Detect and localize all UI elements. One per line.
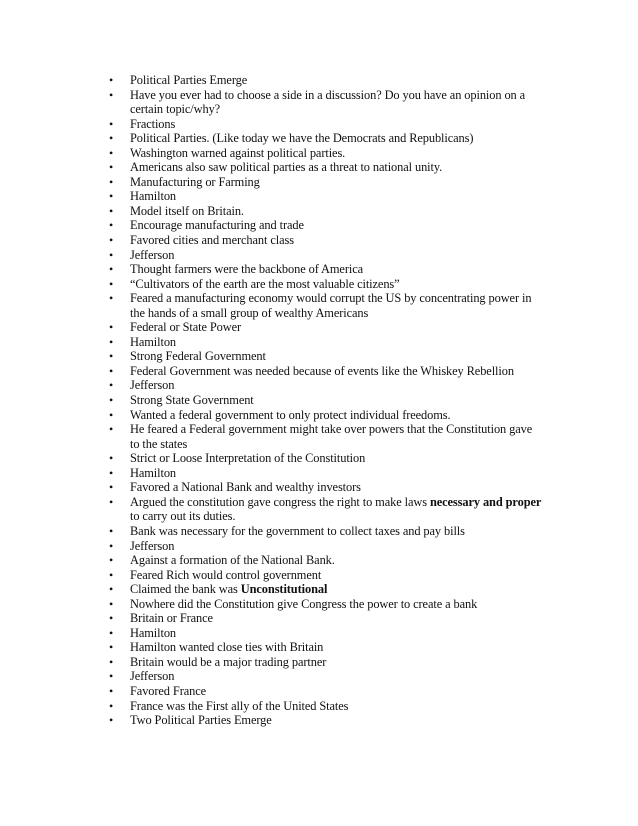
list-item-main-text: Political Parties Emerge <box>130 73 248 87</box>
list-item-main-text: Two Political Parties Emerge <box>130 713 272 728</box>
list-item <box>104 539 544 554</box>
list-item-main-text: Hamilton <box>130 189 177 204</box>
list-item <box>104 277 544 292</box>
list-item-text <box>130 524 465 538</box>
list-item-main-text: France was the First ally of the United States <box>130 698 349 713</box>
list-item <box>104 524 544 539</box>
bullet-icon: • <box>109 363 114 378</box>
list-item-main-text: Wanted a federal government to only protect individual freedoms. <box>130 407 451 422</box>
list-item-text <box>130 204 244 218</box>
list-item-text <box>130 495 541 524</box>
bullet-icon: • <box>109 334 114 349</box>
list-item-text <box>130 713 272 727</box>
list-item <box>104 364 544 379</box>
bullet-icon: • <box>109 553 114 568</box>
bullet-icon: • <box>109 393 114 408</box>
list-item-trailing-text: to carry out its duties. <box>130 509 236 524</box>
list-item-text <box>130 640 323 654</box>
list-item <box>104 117 544 132</box>
list-item <box>104 320 544 335</box>
list-item <box>104 146 544 161</box>
list-item-main-text: Britain or France <box>130 611 213 626</box>
bullet-icon: • <box>109 625 114 640</box>
list-item-main-text: Bank was necessary for the government to collect taxes and pay bills <box>130 523 465 538</box>
list-item-main-text: Against a formation of the National Bank. <box>130 553 335 568</box>
bullet-icon: • <box>109 160 114 175</box>
list-item-main-text: Hamilton <box>130 465 177 480</box>
list-item-text <box>130 669 174 683</box>
list-item-main-text: Washington warned against political parties. <box>130 145 346 160</box>
list-item-main-text: Feared Rich would control government <box>130 567 322 582</box>
list-item <box>104 611 544 626</box>
list-item-main-text: Political Parties. (Like today we have the Democrats and Republicans) <box>130 131 474 146</box>
list-item-main-text: Americans also saw political parties as a threat to national unity. <box>130 160 443 175</box>
list-item-text <box>130 568 321 582</box>
bullet-icon: • <box>109 698 114 713</box>
bullet-icon: • <box>109 189 114 204</box>
list-item-text <box>130 597 477 611</box>
list-item <box>104 699 544 714</box>
list-item-text <box>130 349 266 363</box>
list-item-main-text: Strong State Government <box>130 393 254 408</box>
list-item-main-text: Fractions <box>130 116 176 131</box>
list-item <box>104 655 544 670</box>
list-item <box>104 262 544 277</box>
list-item <box>104 378 544 393</box>
list-item-text <box>130 655 326 669</box>
list-item-text <box>130 218 304 232</box>
bullet-icon: • <box>109 145 114 160</box>
list-item-text <box>130 539 174 553</box>
list-item <box>104 88 544 117</box>
list-item <box>104 713 544 728</box>
bullet-icon: • <box>109 683 114 698</box>
list-item <box>104 640 544 655</box>
list-item-text <box>130 480 361 494</box>
list-item-text <box>130 248 174 262</box>
list-item-main-text: Hamilton <box>130 625 177 640</box>
list-item <box>104 248 544 263</box>
list-item-text <box>130 378 174 392</box>
list-item-main-text: Model itself on Britain. <box>130 203 244 218</box>
list-item <box>104 553 544 568</box>
list-item-main-text: Hamilton wanted close ties with Britain <box>130 640 324 655</box>
list-item-text <box>130 175 260 189</box>
bullet-icon: • <box>109 451 114 466</box>
bullet-icon: • <box>109 494 114 509</box>
list-item <box>104 480 544 495</box>
bullet-icon: • <box>109 349 114 364</box>
list-item-text <box>130 233 294 247</box>
bullet-icon: • <box>109 320 114 335</box>
list-item-main-text: Jefferson <box>130 669 175 684</box>
bullet-icon: • <box>109 174 114 189</box>
list-item-main-text: Strong Federal Government <box>130 349 266 364</box>
list-item-text <box>130 277 400 291</box>
list-item <box>104 408 544 423</box>
list-item-main-text: Claimed the bank was <box>130 582 241 597</box>
list-item-text <box>130 262 363 276</box>
bullet-icon: • <box>109 611 114 626</box>
bullet-icon: • <box>109 262 114 277</box>
list-item-main-text: Nowhere did the Constitution give Congress the power to create a bank <box>130 596 478 611</box>
list-item-text <box>130 364 514 378</box>
list-item-text <box>130 160 442 174</box>
list-item <box>104 626 544 641</box>
list-item <box>104 335 544 350</box>
list-item-text <box>130 684 206 698</box>
list-item-text <box>130 466 176 480</box>
list-item-text <box>130 335 176 349</box>
list-item <box>104 495 544 524</box>
list-item-text <box>130 626 176 640</box>
list-item-text <box>130 189 176 203</box>
bullet-icon: • <box>109 247 114 262</box>
list-item-main-text: Britain would be a major trading partner <box>130 654 327 669</box>
list-item-text <box>130 320 241 334</box>
list-item-text <box>130 146 345 160</box>
bullet-icon: • <box>109 567 114 582</box>
list-item-main-text: He feared a Federal government might take over powers that the Constitution gave to the states <box>130 422 533 451</box>
list-item-main-text: Encourage manufacturing and trade <box>130 218 304 233</box>
list-item-main-text: Favored France <box>130 683 207 698</box>
list-item-main-text: “Cultivators of the earth are the most valuable citizens” <box>130 276 400 291</box>
list-item-text <box>130 73 247 87</box>
list-item <box>104 73 544 88</box>
list-item-main-text: Feared a manufacturing economy would corrupt the US by concentrating power in the hands of a small group of wealthy Americans <box>130 291 532 320</box>
list-item-text <box>130 117 175 131</box>
list-item <box>104 422 544 451</box>
list-item-main-text: Favored cities and merchant class <box>130 233 294 248</box>
bullet-icon: • <box>109 538 114 553</box>
bullet-icon: • <box>109 582 114 597</box>
bullet-icon: • <box>109 233 114 248</box>
bullet-icon: • <box>109 422 114 437</box>
bullet-icon: • <box>109 596 114 611</box>
list-item-main-text: Favored a National Bank and wealthy investors <box>130 480 361 495</box>
list-item <box>104 175 544 190</box>
list-item-text <box>130 408 451 422</box>
list-item-text <box>130 582 327 596</box>
list-item-main-text: Thought farmers were the backbone of America <box>130 262 363 277</box>
list-item <box>104 597 544 612</box>
list-item <box>104 218 544 233</box>
bullet-icon: • <box>109 465 114 480</box>
bullet-list <box>104 73 544 728</box>
list-item <box>104 233 544 248</box>
bullet-icon: • <box>109 480 114 495</box>
list-item-main-text: Jefferson <box>130 538 175 553</box>
list-item-text <box>130 699 348 713</box>
list-item-main-text: Jefferson <box>130 247 175 262</box>
list-item-main-text: Manufacturing or Farming <box>130 174 260 189</box>
list-item-text <box>130 88 525 117</box>
list-item-bold-text: Unconstitutional <box>240 582 328 597</box>
list-item <box>104 131 544 146</box>
bullet-icon: • <box>109 713 114 728</box>
bullet-icon: • <box>109 407 114 422</box>
bullet-icon: • <box>109 73 114 87</box>
list-item-main-text: Strict or Loose Interpretation of the Constitution <box>130 451 366 466</box>
bullet-icon: • <box>109 291 114 306</box>
list-item-main-text: Federal or State Power <box>130 320 242 335</box>
list-item-text <box>130 451 365 465</box>
bullet-icon: • <box>109 654 114 669</box>
bullet-icon: • <box>109 640 114 655</box>
list-item-bold-text: necessary and proper <box>429 494 542 509</box>
bullet-icon: • <box>109 378 114 393</box>
list-item-text <box>130 422 532 451</box>
list-item <box>104 568 544 583</box>
list-item <box>104 160 544 175</box>
list-item-main-text: Argued the constitution gave congress the right to make laws <box>130 494 430 509</box>
list-item <box>104 291 544 320</box>
list-item-text <box>130 393 254 407</box>
bullet-icon: • <box>109 116 114 131</box>
bullet-icon: • <box>109 523 114 538</box>
bullet-icon: • <box>109 131 114 146</box>
list-item <box>104 451 544 466</box>
list-item-text <box>130 291 531 320</box>
bullet-icon: • <box>109 218 114 233</box>
list-item-main-text: Hamilton <box>130 334 177 349</box>
list-item <box>104 684 544 699</box>
bullet-icon: • <box>109 87 114 102</box>
bullet-icon: • <box>109 203 114 218</box>
list-item-text <box>130 611 213 625</box>
list-item-main-text: Have you ever had to choose a side in a discussion? Do you have an opinion on a certain topic/why? <box>130 87 526 117</box>
bullet-icon: • <box>109 669 114 684</box>
list-item <box>104 466 544 481</box>
list-item <box>104 669 544 684</box>
list-item <box>104 582 544 597</box>
list-item <box>104 204 544 219</box>
list-item-main-text: Jefferson <box>130 378 175 393</box>
list-item-main-text: Federal Government was needed because of events like the Whiskey Rebellion <box>130 363 514 378</box>
list-item-text <box>130 131 473 145</box>
list-item <box>104 189 544 204</box>
list-item <box>104 349 544 364</box>
list-item-text <box>130 553 335 567</box>
list-item <box>104 393 544 408</box>
bullet-icon: • <box>109 276 114 291</box>
